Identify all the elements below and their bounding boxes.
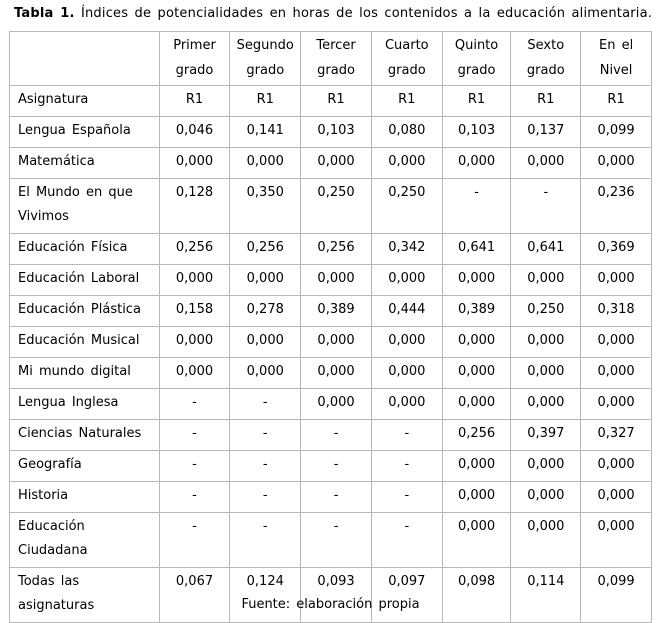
subject-name-cell: Educación Plástica — [10, 296, 160, 327]
subject-name-cell: Lengua Inglesa — [10, 389, 160, 420]
value-cell: 0,080 — [372, 117, 443, 148]
subject-column-header: Asignatura — [10, 86, 160, 117]
table-row — [10, 451, 652, 482]
value-cell: 0,000 — [581, 358, 652, 389]
value-cell: 0,103 — [301, 117, 372, 148]
value-cell: - — [230, 513, 301, 568]
r1-header: R1 — [160, 86, 231, 117]
value-cell: 0,046 — [160, 117, 231, 148]
subject-name-cell: Matemática — [10, 148, 160, 179]
value-cell: 0,444 — [372, 296, 443, 327]
value-cell: 0,000 — [372, 265, 443, 296]
grade-header: Segundo grado — [230, 32, 301, 86]
grade-header: En el Nivel — [581, 32, 652, 86]
value-cell: 0,000 — [443, 358, 512, 389]
value-cell: - — [301, 451, 372, 482]
value-cell: - — [160, 420, 231, 451]
value-cell: 0,000 — [511, 148, 581, 179]
value-cell: 0,327 — [581, 420, 652, 451]
grade-header: Sexto grado — [511, 32, 581, 86]
value-cell: 0,350 — [230, 179, 301, 234]
value-cell: 0,000 — [511, 265, 581, 296]
table-row — [10, 358, 652, 389]
value-cell: 0,236 — [581, 179, 652, 234]
subject-name-cell: Geografía — [10, 451, 160, 482]
value-cell: 0,000 — [511, 327, 581, 358]
value-cell: 0,114 — [511, 568, 581, 623]
subject-name-cell: Educación Musical — [10, 327, 160, 358]
subject-name-cell: Educación Física — [10, 234, 160, 265]
value-cell: 0,000 — [301, 389, 372, 420]
value-cell: 0,000 — [443, 327, 512, 358]
value-cell: 0,000 — [511, 389, 581, 420]
value-cell: 0,000 — [581, 327, 652, 358]
value-cell: - — [372, 451, 443, 482]
value-cell: 0,000 — [511, 482, 581, 513]
value-cell: - — [511, 179, 581, 234]
value-cell: 0,256 — [301, 234, 372, 265]
grade-header: Cuarto grado — [372, 32, 443, 86]
value-cell: 0,389 — [443, 296, 512, 327]
value-cell: 0,318 — [581, 296, 652, 327]
subject-name-cell: Lengua Española — [10, 117, 160, 148]
value-cell: 0,256 — [160, 234, 231, 265]
subheader-row — [10, 86, 652, 117]
value-cell: 0,256 — [230, 234, 301, 265]
value-cell: 0,137 — [511, 117, 581, 148]
value-cell: 0,000 — [372, 358, 443, 389]
value-cell: 0,641 — [511, 234, 581, 265]
subject-name-cell: Ciencias Naturales — [10, 420, 160, 451]
subject-name-cell: Educación Laboral — [10, 265, 160, 296]
value-cell: 0,000 — [301, 358, 372, 389]
value-cell: 0,000 — [160, 148, 231, 179]
subject-name-cell: Todas las asignaturas — [10, 568, 160, 623]
value-cell: - — [230, 482, 301, 513]
value-cell: 0,000 — [443, 451, 512, 482]
value-cell: 0,000 — [581, 148, 652, 179]
r1-header: R1 — [372, 86, 443, 117]
table-row — [10, 179, 652, 234]
table-row — [10, 296, 652, 327]
table-row — [10, 568, 652, 623]
subject-name-cell: Historia — [10, 482, 160, 513]
value-cell: 0,250 — [301, 179, 372, 234]
value-cell: 0,000 — [301, 148, 372, 179]
table-caption-label: Tabla 1. — [14, 6, 75, 21]
value-cell: 0,099 — [581, 568, 652, 623]
header-corner-cell — [10, 32, 160, 86]
value-cell: 0,141 — [230, 117, 301, 148]
value-cell: 0,000 — [230, 265, 301, 296]
value-cell: 0,000 — [511, 358, 581, 389]
table-caption-text: Índices de potencialidades en horas de los contenidos a la educación alimentaria. — [80, 6, 653, 21]
value-cell: 0,000 — [160, 358, 231, 389]
value-cell: 0,099 — [581, 117, 652, 148]
value-cell: - — [372, 420, 443, 451]
table-row — [10, 482, 652, 513]
value-cell: 0,000 — [443, 148, 512, 179]
value-cell: 0,124 — [230, 568, 301, 623]
value-cell: 0,000 — [372, 327, 443, 358]
subject-name-cell: Educación Ciudadana — [10, 513, 160, 568]
table-row — [10, 389, 652, 420]
value-cell: - — [230, 420, 301, 451]
value-cell: 0,067 — [160, 568, 231, 623]
value-cell: - — [160, 389, 231, 420]
grade-header-row — [10, 32, 652, 86]
value-cell: 0,128 — [160, 179, 231, 234]
value-cell: 0,103 — [443, 117, 512, 148]
value-cell: 0,000 — [581, 482, 652, 513]
subject-name-cell: El Mundo en que Vivimos — [10, 179, 160, 234]
table-row — [10, 234, 652, 265]
value-cell: 0,000 — [301, 265, 372, 296]
value-cell: - — [372, 513, 443, 568]
value-cell: 0,093 — [301, 568, 372, 623]
value-cell: 0,000 — [443, 513, 512, 568]
value-cell: - — [443, 179, 512, 234]
value-cell: 0,000 — [511, 513, 581, 568]
value-cell: - — [160, 451, 231, 482]
value-cell: 0,000 — [443, 482, 512, 513]
subject-name-cell: Mi mundo digital — [10, 358, 160, 389]
r1-header: R1 — [230, 86, 301, 117]
grade-header: Tercer grado — [301, 32, 372, 86]
table-caption — [14, 6, 652, 21]
r1-header: R1 — [301, 86, 372, 117]
value-cell: 0,000 — [372, 389, 443, 420]
value-cell: 0,000 — [443, 265, 512, 296]
r1-header: R1 — [443, 86, 512, 117]
value-cell: 0,098 — [443, 568, 512, 623]
value-cell: - — [160, 482, 231, 513]
value-cell: 0,097 — [372, 568, 443, 623]
value-cell: - — [301, 513, 372, 568]
value-cell: - — [372, 482, 443, 513]
value-cell: 0,389 — [301, 296, 372, 327]
value-cell: 0,000 — [581, 451, 652, 482]
value-cell: - — [301, 482, 372, 513]
value-cell: 0,000 — [511, 451, 581, 482]
value-cell: - — [230, 451, 301, 482]
value-cell: - — [160, 513, 231, 568]
value-cell: 0,158 — [160, 296, 231, 327]
value-cell: 0,000 — [443, 389, 512, 420]
table-row — [10, 420, 652, 451]
value-cell: 0,000 — [372, 148, 443, 179]
value-cell: 0,342 — [372, 234, 443, 265]
value-cell: 0,000 — [301, 327, 372, 358]
table-row — [10, 513, 652, 568]
table-row — [10, 117, 652, 148]
value-cell: - — [230, 389, 301, 420]
value-cell: 0,256 — [443, 420, 512, 451]
table-row — [10, 327, 652, 358]
value-cell: 0,397 — [511, 420, 581, 451]
table-row — [10, 148, 652, 179]
r1-header: R1 — [581, 86, 652, 117]
value-cell: 0,000 — [230, 327, 301, 358]
value-cell: 0,641 — [443, 234, 512, 265]
grade-header: Primer grado — [160, 32, 231, 86]
value-cell: 0,000 — [230, 148, 301, 179]
value-cell: 0,000 — [230, 358, 301, 389]
value-cell: 0,000 — [160, 327, 231, 358]
grade-header: Quinto grado — [443, 32, 512, 86]
value-cell: 0,250 — [372, 179, 443, 234]
potentiality-index-table — [9, 31, 652, 623]
value-cell: - — [301, 420, 372, 451]
value-cell: 0,250 — [511, 296, 581, 327]
table-source-note: Fuente: elaboración propia — [241, 597, 420, 612]
value-cell: 0,000 — [160, 265, 231, 296]
value-cell: 0,000 — [581, 265, 652, 296]
value-cell: 0,000 — [581, 513, 652, 568]
table-row — [10, 265, 652, 296]
value-cell: 0,369 — [581, 234, 652, 265]
r1-header: R1 — [511, 86, 581, 117]
value-cell: 0,278 — [230, 296, 301, 327]
value-cell: 0,000 — [581, 389, 652, 420]
